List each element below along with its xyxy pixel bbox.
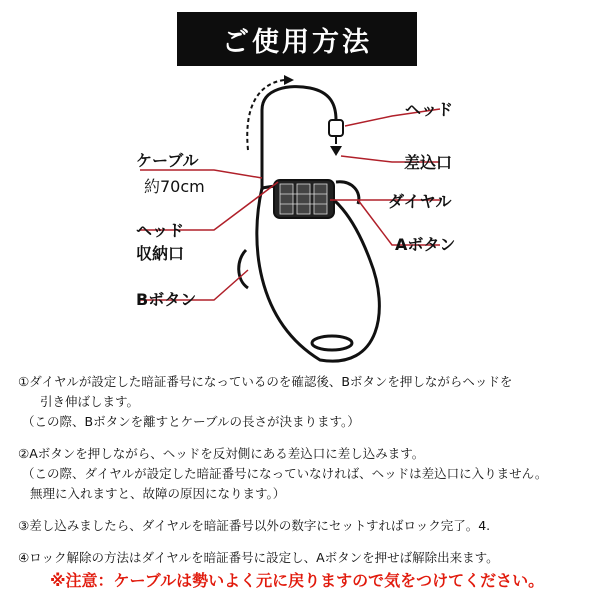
step-2-line-3: 無理に入れますと、故障の原因になります。）: [30, 486, 286, 501]
label-head: ヘッド: [405, 100, 454, 119]
bottom-slot-icon: [312, 336, 352, 350]
step-1: [18, 372, 590, 432]
step-2: [18, 444, 590, 504]
step-1-line-2: 引き伸ばします。: [40, 394, 140, 409]
step-3-line-1: ③差し込みましたら、ダイヤルを暗証番号以外の数字にセットすればロック完了。4.: [18, 518, 491, 533]
step-1-line-3: （この際、Bボタンを離すとケーブルの長さが決まります。）: [22, 414, 360, 429]
step-2-line-1: ②Aボタンを押しながら、ヘッドを反対側にある差込口に差し込みます。: [18, 446, 425, 461]
warning-text: ※注意：ケーブルは勢いよく元に戻りますので気をつけてください。: [50, 571, 545, 590]
head-icon: [329, 120, 343, 136]
down-arrow-icon: [330, 146, 342, 156]
label-head-storage-2: 収納口: [136, 244, 185, 263]
step-4-line-1: ④ロック解除の方法はダイヤルを暗証番号に設定し、Aボタンを押せば解除出来ます。: [18, 550, 499, 565]
instructions: [18, 372, 590, 568]
label-inlet: 差込口: [404, 153, 453, 172]
lock-diagram: [0, 70, 600, 370]
cable: [262, 87, 336, 190]
step-2-line-2: （この際、ダイヤルが設定した暗証番号になっていなければ、ヘッドは差込口に入りません。: [22, 466, 548, 481]
label-cable-length: 約70cm: [144, 177, 205, 196]
page-title: ご使用方法: [177, 12, 417, 66]
label-cable: ケーブル: [136, 151, 199, 170]
label-dial: ダイヤル: [388, 192, 452, 211]
label-head-storage-1: ヘッド: [136, 221, 185, 240]
step-3: [18, 516, 590, 536]
cable-lock-illustration: [0, 70, 600, 370]
step-4: [18, 548, 590, 568]
b-button-icon: [239, 250, 248, 288]
step-1-line-1: ①ダイヤルが設定した暗証番号になっているのを確認後、Bボタンを押しながらヘッドを: [18, 374, 513, 389]
label-button-b: Bボタン: [136, 290, 197, 309]
label-button-a: Aボタン: [395, 235, 456, 254]
